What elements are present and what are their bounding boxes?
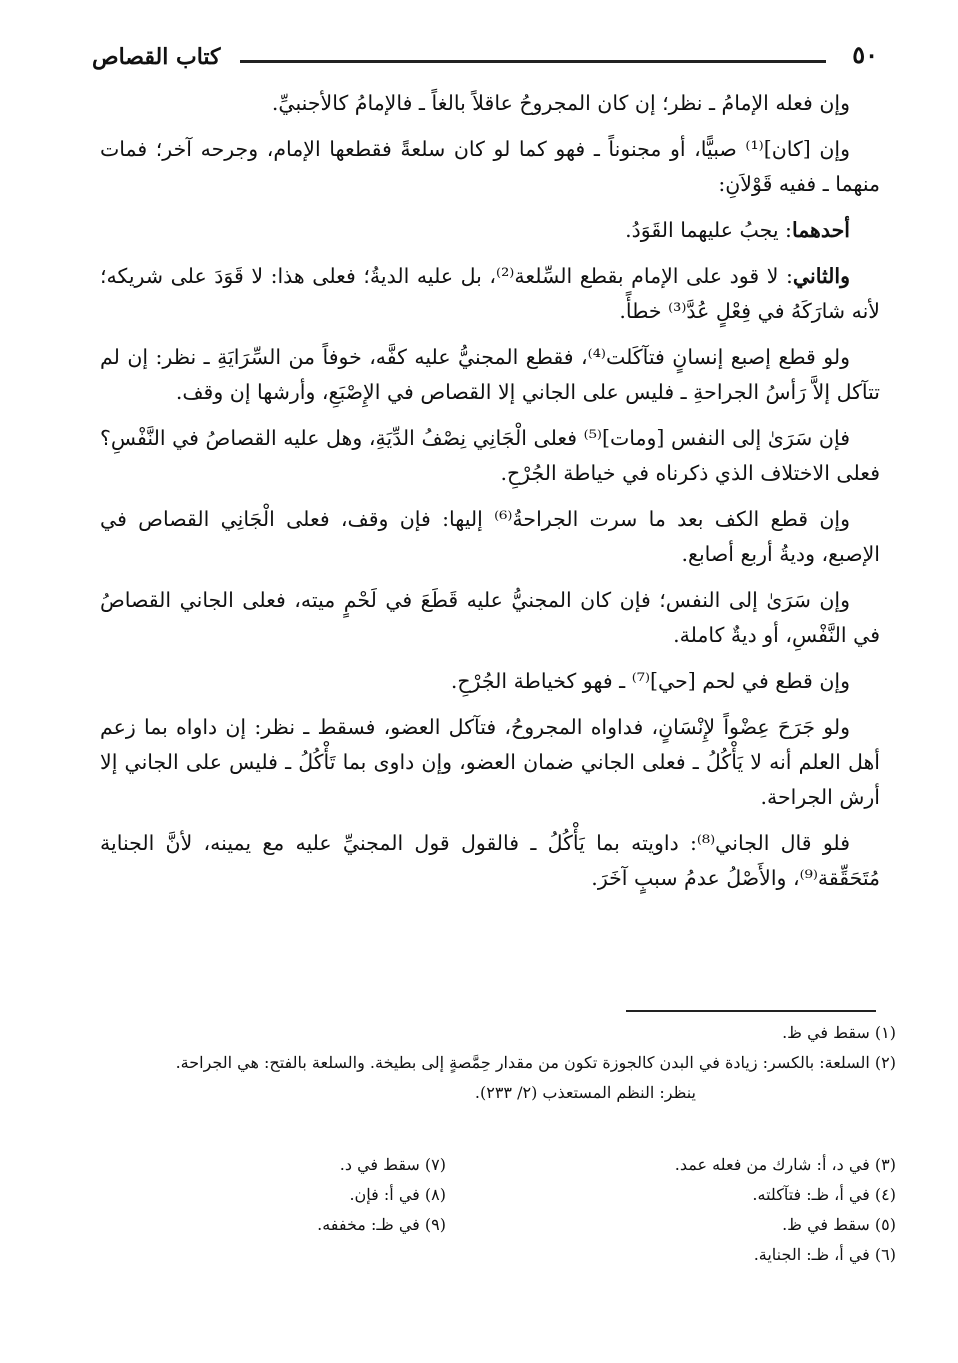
footnote-1: (١) سقط في ظ. xyxy=(782,1023,896,1042)
paragraph-4 xyxy=(100,259,880,329)
paragraph-3 xyxy=(100,213,880,248)
header-rule xyxy=(240,60,826,63)
paragraph-10: ولو جَرَحَ عِضْواً لإِنْسَانٍ، فداواه المجروحُ، فتآكل العضو، فسقط ـ نظر: إن داواه بما زعم أهل العلم أنه لا يَأْكُلُ ـ فعلى الجاني ضمان العضو، وإن داوى بما تَأْكُلُ ـ فليس على الجاني إلا أرش الجراحة. xyxy=(100,715,880,809)
paragraph-3-label: أحدهما xyxy=(791,218,850,242)
paragraph-9: وإن قطع في لحم [حي]⁽⁷⁾ ـ فهو كخياطة الجُرْحِ. xyxy=(450,669,850,693)
paragraph-8: وإن سَرَىٰ إلى النفس؛ فإن كان المجنيُّ عليه قَطَعَ في لَحْمٍ ميته، فعلى الجاني القصاصُ في النَّفْسِ، أو ديةٌ كاملة. xyxy=(100,588,880,647)
book-title: كتاب القصاص xyxy=(92,44,221,70)
paragraph-5: ولو قطع إصبع إنسانٍ فتآكَلت⁽⁴⁾، فقطع المجنيُّ عليه كفَّه، خوفاً من السِّرَايَةِ ـ نظر: إن لم تتآكل إلاَّ رَأسُ الجراحةِ ـ فليس على الجاني إلا القصاص في الإِصْبَعِ، وأرشها إن وقف. xyxy=(100,345,880,404)
paragraph-3-text: : يجبُ عليهما القَوَدُ. xyxy=(625,218,792,242)
main-text xyxy=(100,86,880,907)
page-header xyxy=(92,40,878,80)
footnote-2-reference: ينظر: النظم المستعذب (٢/ ٢٣٣). xyxy=(474,1083,696,1102)
footnotes-column-left xyxy=(196,1150,446,1240)
footnote-2: (٢) السلعة: بالكسر: زيادة في البدن كالجوزة تكون من مقدار حِمَّصةٍ إلى بطيخة. والسلعة بالفتح: هي الجراحة. xyxy=(175,1053,896,1072)
footnote-8: (٨) في أ: فإن. xyxy=(349,1185,446,1204)
paragraph-2: وإن [كان]⁽¹⁾ صبيًّا، أو مجنوناً ـ فهو كما لو كان سلعةً فقطعها الإمام، وجرحه آخر؛ فمات منهما ـ ففيه قَوْلاَنِ: xyxy=(100,137,880,196)
footnote-7: (٧) سقط في د. xyxy=(339,1155,446,1174)
paragraph-4-label: والثاني xyxy=(792,264,850,288)
paragraph-6: فإن سَرَىٰ إلى النفس [ومات]⁽⁵⁾ فعلى الْجَانِي نِصْفُ الدِّيَةِ، وهل عليه القصاصُ في النَّفْسِ؟ فعلى الاختلاف الذي ذكرناه في خياطة الجُرْحِ. xyxy=(100,426,880,485)
page-number: ٥٠ xyxy=(852,40,878,69)
footnote-6: (٦) في أ، ظـ: الجناية. xyxy=(753,1245,896,1264)
footnote-3: (٣) في د، أ: شارك من فعله عمد. xyxy=(674,1155,896,1174)
footnote-5: (٥) سقط في ظ. xyxy=(782,1215,896,1234)
paragraph-11: فلو قال الجاني⁽⁸⁾: داويته بما يَأْكُلُ ـ فالقول قول المجنيِّ عليه مع يمينه، لأنَّ الجناية مُتَحَقِّقة⁽⁹⁾، والأَصْلُ عدمُ سببٍ آخَرَ. xyxy=(100,831,880,890)
paragraph-7: وإن قطع الكف بعد ما سرت الجراحةُ⁽⁶⁾ إليها: فإن وقف، فعلى الْجَانِي القصاص في الإصبع، وديةُ أربع أصابع. xyxy=(100,507,880,566)
footnotes-block xyxy=(106,1018,896,1108)
paragraph-1: وإن فعله الإمامُ ـ نظر؛ إن كان المجروحُ عاقلاً بالغاً ـ فالإمامُ كالأجنبيِّ. xyxy=(271,91,850,115)
footnotes-column-right xyxy=(596,1150,896,1270)
footnote-separator xyxy=(626,1010,876,1012)
paragraph-4-text: : لا قود على الإمام بقطع السِّلعة⁽²⁾، بل عليه الديةُ؛ فعلى هذا: لا قَوَدَ على شريكه؛ لأنه شارَكَهُ في فِعْلٍ عُدَّ⁽³⁾ خطأً. xyxy=(100,264,880,323)
footnote-9: (٩) في ظـ: مخففه. xyxy=(317,1215,446,1234)
footnote-4: (٤) في أ، ظـ: فتآكلته. xyxy=(752,1185,896,1204)
